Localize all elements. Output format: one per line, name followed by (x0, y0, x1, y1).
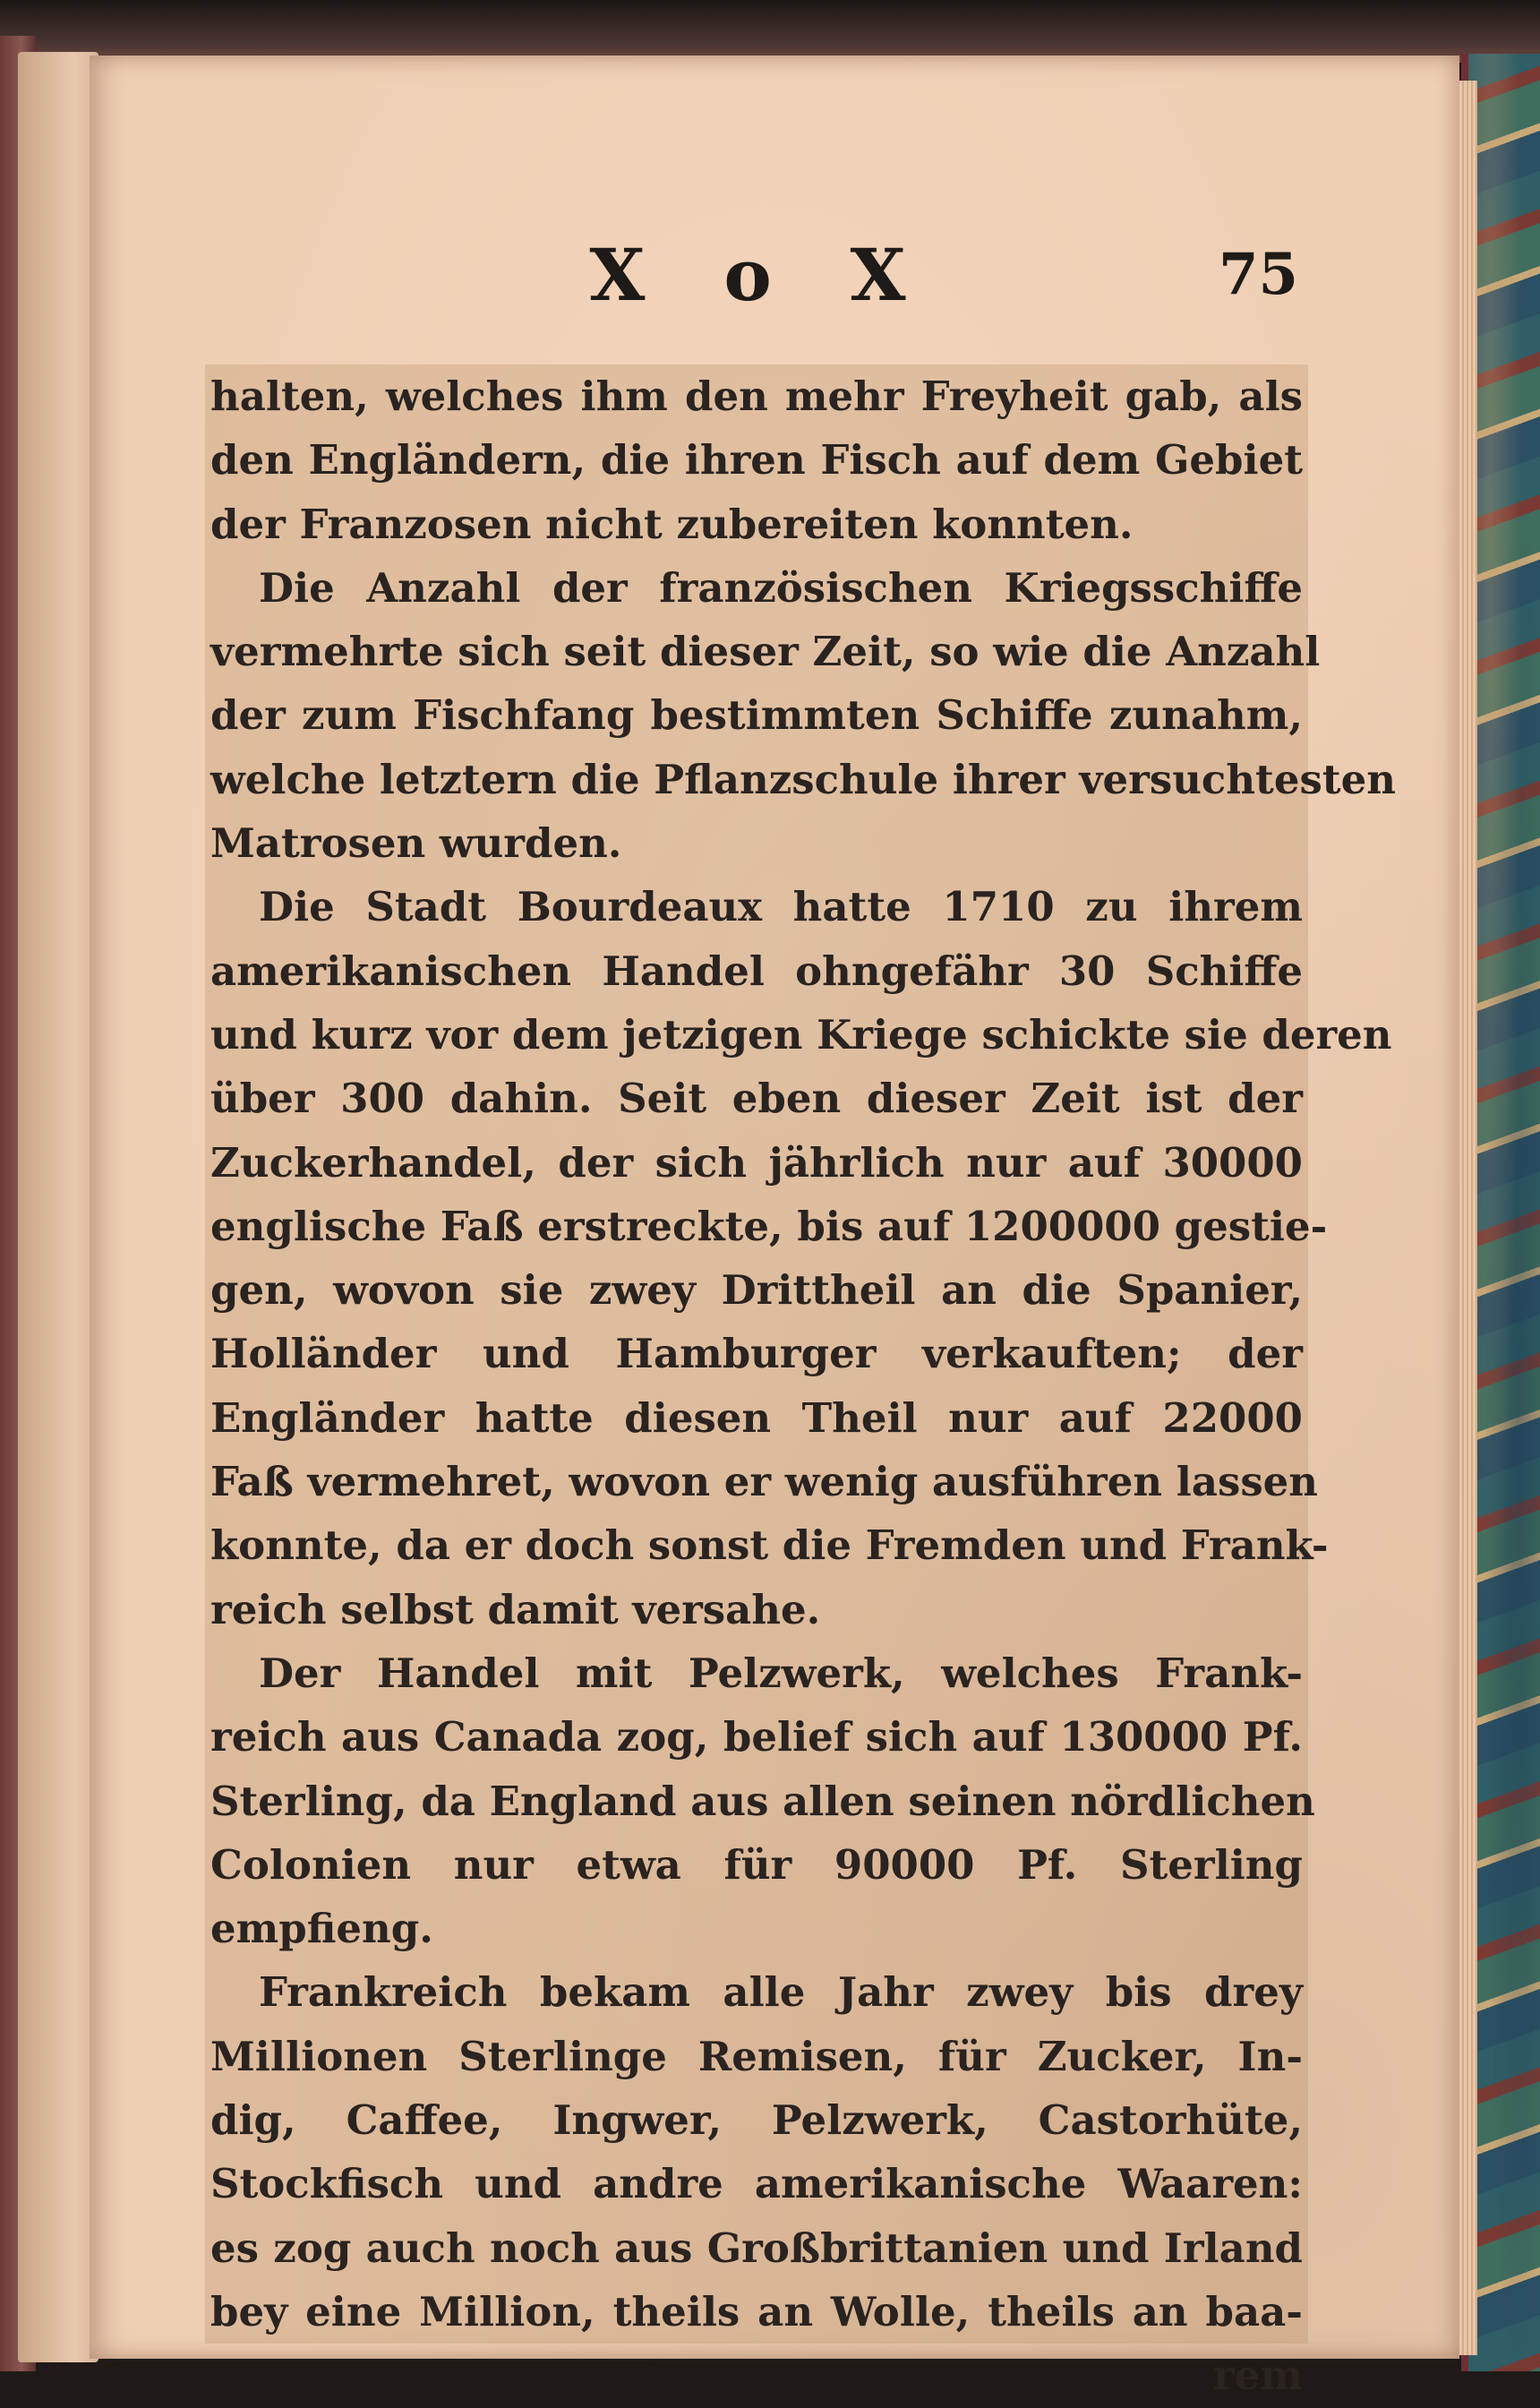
text-line: über 300 dahin. Seit eben dieser Zeit ist der (205, 1067, 1308, 1130)
text-line: englische Faß erstreckte, bis auf 1200000 gestie- (205, 1195, 1308, 1258)
text-line: bey eine Million, theils an Wolle, theils an baa- (205, 2280, 1308, 2344)
book-page (90, 56, 1459, 2400)
text-line: Stockfisch und andre amerikanische Waaren: (205, 2152, 1308, 2215)
book-cover-top (0, 0, 1540, 63)
text-line: halten, welches ihm den mehr Freyheit gab, als (205, 364, 1308, 428)
text-line: Millionen Sterlinge Remisen, für Zucker, In- (205, 2025, 1308, 2088)
text-line: empfieng. (205, 1897, 1308, 1960)
header-ornament: X o X (589, 233, 933, 317)
text-line: Die Stadt Bourdeaux hatte 1710 zu ihrem (205, 875, 1308, 938)
facing-page-edge (18, 52, 98, 2362)
text-line: es zog auch noch aus Großbrittanien und Irland (205, 2216, 1308, 2280)
text-line: welche letztern die Pflanzschule ihrer versuchtesten (205, 748, 1308, 811)
text-line: Sterling, da England aus allen seinen nördlichen (205, 1770, 1308, 1833)
text-line: der Franzosen nicht zubereiten konnten. (205, 493, 1308, 556)
text-line: Der Handel mit Pelzwerk, welches Frank- (205, 1641, 1308, 1705)
text-line: und kurz vor dem jetzigen Kriege schickte sie deren (205, 1003, 1308, 1067)
text-line: konnte, da er doch sonst die Fremden und Frank- (205, 1513, 1308, 1577)
text-line: den Engländern, die ihren Fisch auf dem Gebiet (205, 428, 1308, 492)
text-line: gen, wovon sie zwey Drittheil an die Spanier, (205, 1258, 1308, 1322)
text-line: Matrosen wurden. (205, 811, 1308, 875)
page-header (90, 235, 1459, 315)
catchword: rem (1213, 2352, 1303, 2400)
text-line: Colonien nur etwa für 90000 Pf. Sterling (205, 1833, 1308, 1897)
text-line: Frankreich bekam alle Jahr zwey bis drey (205, 1960, 1308, 2024)
text-line: Die Anzahl der französischen Kriegsschiffe (205, 556, 1308, 620)
text-line: der zum Fischfang bestimmten Schiffe zunahm, (205, 683, 1308, 747)
text-line: Zuckerhandel, der sich jährlich nur auf 30000 (205, 1131, 1308, 1195)
text-line: Holländer und Hamburger verkauften; der (205, 1322, 1308, 1385)
page-number: 75 (1218, 241, 1298, 308)
text-line: reich selbst damit versahe. (205, 1578, 1308, 1641)
text-line: Faß vermehret, wovon er wenig ausführen lassen (205, 1450, 1308, 1513)
body-text (210, 364, 1396, 2408)
text-line: dig, Caffee, Ingwer, Pelzwerk, Castorhüte, (205, 2088, 1308, 2152)
text-line: vermehrte sich seit dieser Zeit, so wie die Anzahl (205, 620, 1308, 683)
text-line: amerikanischen Handel ohngefähr 30 Schiffe (205, 939, 1308, 1003)
text-line: reich aus Canada zog, belief sich auf 130000 Pf. (205, 1705, 1308, 1769)
text-line: Engländer hatte diesen Theil nur auf 22000 (205, 1386, 1308, 1450)
